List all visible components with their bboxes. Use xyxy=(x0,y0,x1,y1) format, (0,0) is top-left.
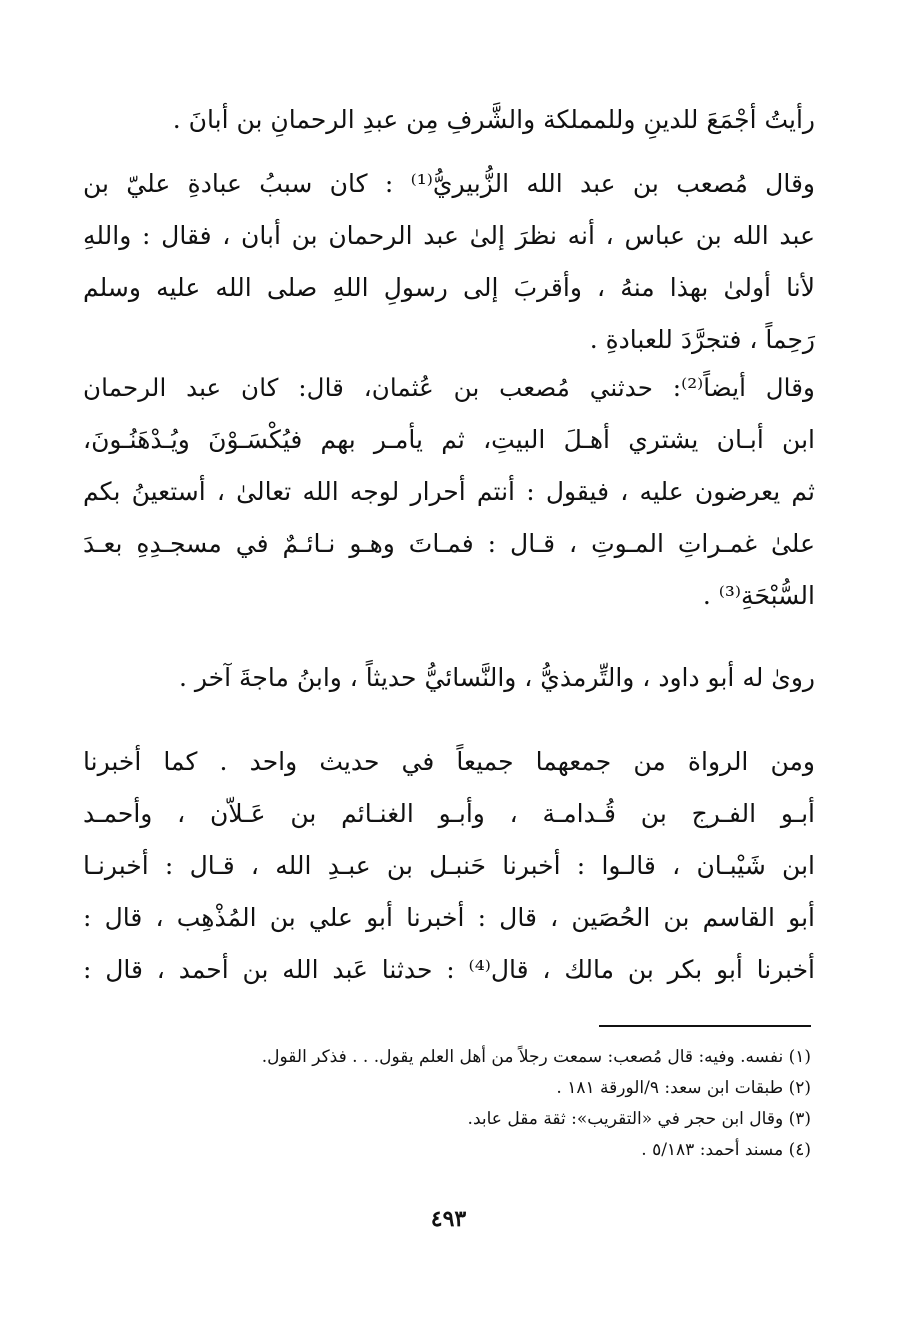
footnotes xyxy=(111,1042,811,1166)
paragraph-3 xyxy=(83,362,815,622)
text-line: وقال مُصعب بن عبد الله الزُّبيريُّ⁽¹⁾ : كان سببُ عبادةِ عليّ بن xyxy=(83,169,815,198)
text-line: رأيتُ أجْمَعَ للدينِ وللمملكة والشَّرفِ مِن عبدِ الرحمانِ بن أبانَ . xyxy=(172,105,815,134)
paragraph-5 xyxy=(83,736,815,996)
text-line: وقال أيضاً⁽²⁾: حدثني مُصعب بن عُثمان، قال: كان عبد الرحمان xyxy=(83,373,815,402)
footnote-4: (٤) مسند أحمد: ٥/١٨٣ . xyxy=(641,1140,811,1160)
text-line: ابن شَيْبـان ، قالـوا : أخبرنا حَنبـل بن عبـدِ الله ، قـال : أخبرنـا xyxy=(83,851,815,880)
text-line: عبد الله بن عباس ، أنه نظرَ إلىٰ عبد الرحمان بن أبان ، فقال : واللهِ xyxy=(83,221,815,250)
footnote-2: (٢) طبقات ابن سعد: ٩/الورقة ١٨١ . xyxy=(556,1078,811,1098)
footnote-3: (٣) وقال ابن حجر في «التقريب»: ثقة مقل عابد. xyxy=(467,1109,811,1129)
text-line: السُّبْحَةِ⁽³⁾ . xyxy=(702,581,815,610)
text-line: أبـو الفـرج بن قُـدامـة ، وأبـو الغنـائم بن عَـلاّن ، وأحمـد xyxy=(83,799,815,828)
text-line: علىٰ غمـراتِ المـوتِ ، قـال : فمـاتَ وهـو نـائـمٌ في مسجـدِهِ بعـدَ xyxy=(83,529,815,558)
text-line: روىٰ له أبو داود ، والتِّرمذيُّ ، والنَّسائيُّ حديثاً ، وابنُ ماجةَ آخر . xyxy=(178,663,815,692)
text-line: لأنا أولىٰ بهذا منهُ ، وأقربَ إلى رسولِ اللهِ صلى الله عليه وسلم xyxy=(83,273,815,302)
footnote-divider xyxy=(599,1025,811,1027)
page-number: ٤٩٣ xyxy=(430,1206,467,1232)
text-line: ابن أبـان يشتري أهـلَ البيتِ، ثم يأمـر بهم فيُكْسَـوْنَ ويُـدْهَنُـونَ، xyxy=(83,425,815,454)
paragraph-1 xyxy=(83,94,815,146)
text-line: ومن الرواة من جمعهما جميعاً في حديث واحد . كما أخبرنا xyxy=(83,747,815,776)
paragraph-4 xyxy=(83,652,815,704)
paragraph-2 xyxy=(83,158,815,366)
footnote-1: (١) نفسه. وفيه: قال مُصعب: سمعت رجلاً من أهل العلم يقول. . . فذكر القول. xyxy=(261,1047,811,1067)
text-line: رَحِماً ، فتجرَّدَ للعبادةِ . xyxy=(589,325,815,354)
text-line: أخبرنا أبو بكر بن مالك ، قال⁽⁴⁾ : حدثنا عَبد الله بن أحمد ، قال : xyxy=(83,955,815,984)
text-line: ثم يعرضون عليه ، فيقول : أنتم أحرار لوجه الله تعالىٰ ، أستعينُ بكم xyxy=(83,477,815,506)
text-line: أبو القاسم بن الحُصَين ، قال : أخبرنا أبو علي بن المُذْهِب ، قال : xyxy=(83,903,815,932)
